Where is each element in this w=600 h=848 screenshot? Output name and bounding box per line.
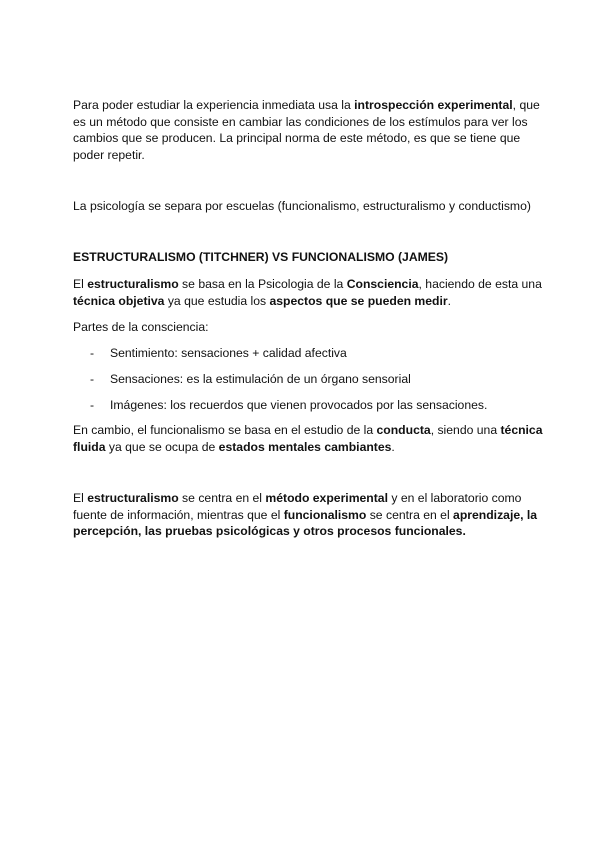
bold-term: técnica fluida bbox=[73, 423, 543, 454]
text-run: se centra en el bbox=[178, 491, 266, 505]
list-item bbox=[90, 345, 540, 361]
text-run: . bbox=[391, 439, 395, 454]
text-run: se centra en el bbox=[366, 507, 454, 522]
text-run: , haciendo de esta una bbox=[418, 277, 542, 291]
list-item-text: Imágenes: los recuerdos que vienen provocados por las sensaciones. bbox=[110, 398, 488, 412]
text-run: y en el laboratorio como fuente de información, mientras que el bbox=[73, 491, 522, 522]
text-run: Partes de la consciencia: bbox=[73, 320, 209, 334]
paragraph-schools bbox=[73, 198, 543, 215]
paragraph-comparison bbox=[73, 490, 543, 540]
list-item bbox=[90, 397, 540, 413]
text-run: El bbox=[73, 277, 88, 291]
text-run: El bbox=[73, 491, 88, 505]
bold-term: estructuralismo bbox=[87, 277, 179, 291]
bold-term: estructuralismo bbox=[87, 491, 179, 505]
paragraph-structuralism bbox=[73, 276, 543, 309]
bold-term: método experimental bbox=[265, 491, 388, 505]
section-heading: ESTRUCTURALISMO (TITCHNER) VS FUNCIONALISMO (JAMES) bbox=[73, 250, 449, 264]
bold-term: conducta bbox=[376, 423, 431, 437]
list-item-text: Sensaciones: es la estimulación de un órgano sensorial bbox=[110, 372, 411, 386]
bold-term: estados mentales cambiantes bbox=[218, 439, 392, 454]
bold-term: aspectos que se pueden medir bbox=[269, 293, 448, 308]
bold-term: Consciencia bbox=[346, 277, 419, 291]
bullet-dash: - bbox=[90, 372, 95, 386]
list-item bbox=[90, 371, 540, 387]
text-run: En cambio, el funcionalismo se basa en el estudio de la bbox=[73, 423, 377, 437]
text-run: . bbox=[447, 293, 452, 308]
text-run: , que es un método que consiste en cambiar las condiciones de los estímulos para ver los cambios que se producen. La principal norma de este método, es que se tiene que poder repetir. bbox=[73, 98, 540, 162]
bullet-dash: - bbox=[90, 398, 95, 412]
text-run: Para poder estudiar la experiencia inmediata usa la bbox=[73, 98, 355, 112]
text-run: , siendo una bbox=[430, 423, 501, 437]
paragraph-functionalism bbox=[73, 422, 543, 455]
text-run: La psicología se separa por escuelas (funcionalismo, estructuralismo y conductismo) bbox=[73, 199, 531, 213]
paragraph-introspection bbox=[73, 97, 543, 163]
bold-term: técnica objetiva bbox=[73, 293, 165, 308]
bold-term: introspección experimental bbox=[354, 98, 513, 112]
text-run: se basa en la Psicologia de la bbox=[178, 277, 347, 291]
bullet-dash: - bbox=[90, 346, 95, 360]
text-run: ya que estudia los bbox=[164, 293, 270, 308]
paragraph-parts bbox=[73, 319, 543, 336]
list-item-text: Sentimiento: sensaciones + calidad afectiva bbox=[110, 346, 347, 360]
bold-term: aprendizaje, la percepción, las pruebas psicológicas y otros procesos funcionales. bbox=[73, 507, 538, 538]
bold-term: funcionalismo bbox=[283, 507, 367, 522]
bullet-list bbox=[90, 345, 540, 413]
text-run: ya que se ocupa de bbox=[105, 439, 219, 454]
